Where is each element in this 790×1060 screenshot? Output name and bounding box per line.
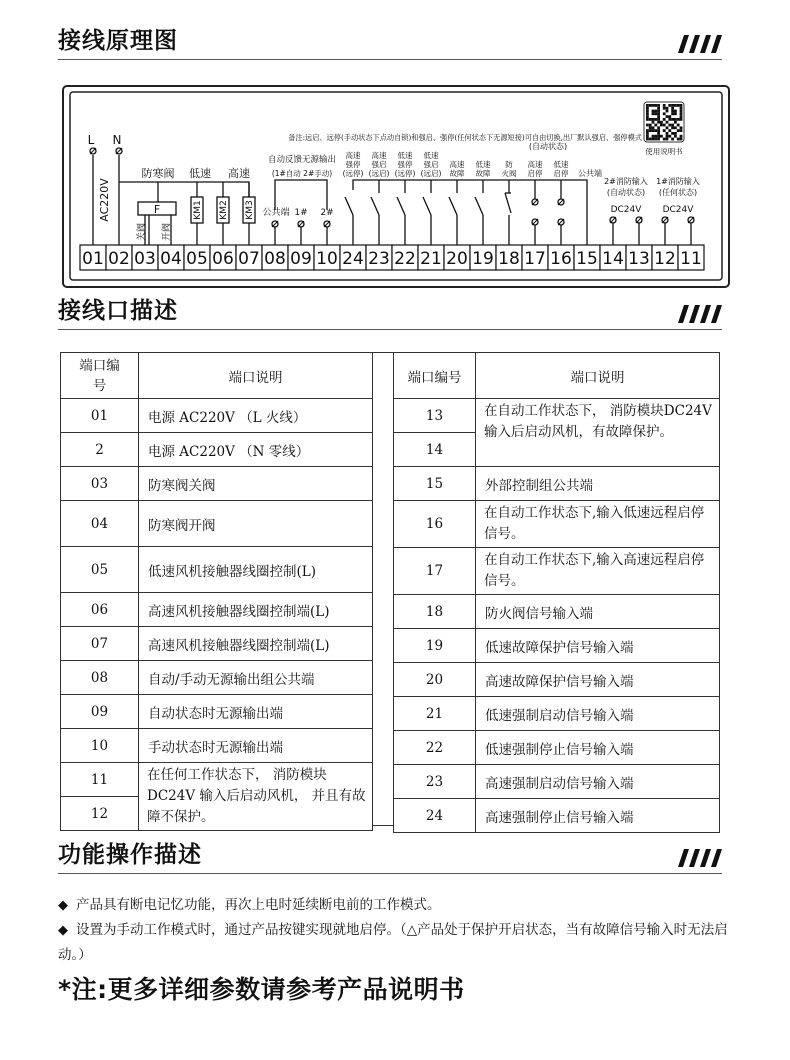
wire-control-bus — [353, 180, 587, 245]
label-auto-low: 低速 — [553, 160, 569, 169]
table-row — [61, 433, 373, 467]
qr-module — [671, 107, 674, 110]
qr-module — [671, 132, 674, 135]
table-row — [394, 399, 720, 433]
screw-terminal-icon — [272, 221, 278, 227]
terminal-number: 10 — [316, 249, 338, 269]
qr-module — [657, 138, 660, 141]
label-feedback-title: 自动反馈无源输出 — [267, 155, 337, 165]
qr-module — [674, 132, 677, 135]
label-switch: 高速 — [345, 151, 361, 160]
qr-module — [671, 104, 674, 107]
port-number: 14 — [394, 433, 476, 467]
table-row — [394, 501, 720, 548]
qr-module — [660, 124, 663, 127]
terminal-number: 06 — [212, 249, 234, 269]
port-number: 05 — [61, 547, 139, 593]
qr-module — [646, 115, 649, 118]
screw-terminal-icon — [662, 217, 668, 223]
label-switch: (远启) — [420, 169, 442, 178]
slashes-icon — [678, 849, 722, 867]
terminal-number: 22 — [394, 249, 416, 269]
qr-module — [677, 129, 680, 132]
qr-module — [677, 124, 680, 127]
port-description: 高速故障保护信号输入端 — [476, 663, 720, 697]
section-header-wiring — [58, 26, 722, 60]
qr-module — [649, 126, 652, 129]
qr-module — [652, 138, 655, 141]
table-row — [394, 548, 720, 595]
label-out1: 1# — [294, 208, 308, 218]
port-description: 电源 AC220V （L 火线） — [139, 399, 373, 433]
screw-terminal-icon — [116, 148, 122, 154]
column-header-port-description: 端口说明 — [139, 353, 373, 399]
terminal-number: 23 — [368, 249, 390, 269]
screw-terminal-icon — [558, 219, 564, 225]
qr-module — [652, 104, 655, 107]
qr-module — [649, 124, 652, 127]
qr-module — [657, 112, 660, 115]
port-description: 高速强制启动信号输入端 — [476, 765, 720, 799]
table-row — [61, 763, 373, 797]
label-valve-f: F — [153, 203, 161, 216]
label-close-valve: 关阀 — [137, 222, 147, 242]
slashes-icon — [678, 305, 722, 323]
port-description: 在自动工作状态下， 消防模块DC24V 输入后启动风机，有故障保护。 — [476, 399, 720, 467]
table-row — [61, 547, 373, 593]
qr-module — [649, 118, 652, 121]
label-contactor: KM2 — [219, 200, 229, 220]
table-row — [61, 729, 373, 763]
screw-terminal-icon — [324, 221, 330, 227]
qr-module — [671, 126, 674, 129]
label-fire1-volt: DC24V — [662, 205, 694, 215]
terminal-number: 08 — [264, 249, 286, 269]
terminal-number: 21 — [420, 249, 442, 269]
qr-module — [663, 129, 666, 132]
qr-module — [677, 104, 680, 107]
port-number: 07 — [61, 627, 139, 661]
screw-terminal-icon — [298, 221, 304, 227]
port-description: 自动/手动无源输出组公共端 — [139, 661, 373, 695]
port-number: 23 — [394, 765, 476, 799]
screw-terminal-icon — [532, 219, 538, 225]
qr-module — [654, 138, 657, 141]
label-contactor: KM3 — [245, 200, 255, 220]
terminal-number: 15 — [576, 249, 598, 269]
label-switch: (远启) — [368, 169, 390, 178]
screw-terminal-icon — [558, 199, 564, 205]
terminal-number: 02 — [108, 249, 130, 269]
switch-contact — [505, 193, 511, 213]
port-description: 在自动工作状态下,输入高速远程启停信号。 — [476, 548, 720, 595]
footnote: *注:更多详细参数请参考产品说明书 — [58, 975, 465, 1004]
qr-module — [680, 115, 683, 118]
qr-module — [649, 129, 652, 132]
section-header-ports — [58, 296, 722, 330]
qr-module — [680, 126, 683, 129]
port-number: 18 — [394, 595, 476, 629]
port-number: 17 — [394, 548, 476, 595]
qr-module — [674, 104, 677, 107]
port-description: 高速风机接触器线圈控制端(L) — [139, 593, 373, 627]
table-row — [61, 593, 373, 627]
port-description: 低速强制停止信号输入端 — [476, 731, 720, 765]
table-row — [394, 731, 720, 765]
port-number: 06 — [61, 593, 139, 627]
qr-module — [668, 118, 671, 121]
port-description: 防火阀信号输入端 — [476, 595, 720, 629]
label-switch: 强启 — [371, 160, 387, 169]
column-header-port-number: 端口编号 — [61, 353, 139, 399]
qr-module — [680, 112, 683, 115]
label-switch: 防 — [505, 160, 513, 169]
label-switch: 强停 — [397, 160, 413, 169]
port-description: 外部控制组公共端 — [476, 467, 720, 501]
qr-module — [668, 129, 671, 132]
port-description: 防寒阀关阀 — [139, 467, 373, 501]
switch-contact — [345, 197, 353, 215]
port-description: 手动状态时无源输出端 — [139, 729, 373, 763]
table-row — [394, 697, 720, 731]
qr-module — [674, 118, 677, 121]
column-header-port-description: 端口说明 — [476, 353, 720, 399]
label-switch: 低速 — [423, 151, 439, 160]
wiring-diagram — [62, 85, 730, 288]
qr-module — [680, 135, 683, 138]
terminal-number: 24 — [342, 249, 364, 269]
port-table-left — [60, 352, 373, 831]
terminal-number: 17 — [524, 249, 546, 269]
port-number: 09 — [61, 695, 139, 729]
label-auto-state: (自动状态) — [528, 142, 568, 151]
qr-module — [674, 121, 677, 124]
qr-module — [652, 118, 655, 121]
screw-terminal-icon — [532, 199, 538, 205]
switch-contact — [423, 197, 431, 215]
terminal-number: 18 — [498, 249, 520, 269]
label-switch: 低速 — [475, 160, 491, 169]
label-n: N — [112, 133, 122, 147]
terminal-number: 20 — [446, 249, 468, 269]
label-low-speed: 低速 — [189, 167, 211, 180]
label-high-speed: 高速 — [228, 167, 250, 180]
qr-module — [657, 104, 660, 107]
qr-module — [657, 135, 660, 138]
qr-module — [671, 112, 674, 115]
table-row — [394, 799, 720, 833]
qr-module — [674, 112, 677, 115]
port-number: 10 — [61, 729, 139, 763]
label-switch: (远停) — [342, 169, 364, 178]
qr-module — [654, 129, 657, 132]
port-number: 21 — [394, 697, 476, 731]
qr-module — [674, 110, 677, 113]
label-ac220v: AC220V — [98, 178, 111, 222]
qr-module — [668, 124, 671, 127]
qr-module — [674, 126, 677, 129]
table-row — [61, 627, 373, 661]
screw-terminal-icon — [610, 217, 616, 223]
terminal-number: 14 — [602, 249, 624, 269]
qr-module — [654, 124, 657, 127]
qr-module — [668, 115, 671, 118]
port-number: 11 — [61, 763, 139, 797]
qr-module — [654, 112, 657, 115]
qr-module — [666, 138, 669, 141]
qr-module — [649, 138, 652, 141]
qr-module — [657, 110, 660, 113]
terminal-number: 12 — [654, 249, 676, 269]
port-description: 高速强制停止信号输入端 — [476, 799, 720, 833]
qr-module — [646, 132, 649, 135]
table-row — [61, 399, 373, 433]
qr-module — [646, 138, 649, 141]
qr-module — [666, 135, 669, 138]
table-row — [394, 595, 720, 629]
port-number: 12 — [61, 797, 139, 831]
port-number: 19 — [394, 629, 476, 663]
screw-terminal-icon — [636, 217, 642, 223]
port-number: 20 — [394, 663, 476, 697]
qr-module — [666, 132, 669, 135]
table-row — [394, 765, 720, 799]
port-number: 24 — [394, 799, 476, 833]
qr-module — [677, 138, 680, 141]
qr-module — [652, 110, 655, 113]
label-auto-common: 公共端 — [578, 169, 602, 178]
column-header-port-number: 端口编号 — [394, 353, 476, 399]
table-row — [394, 629, 720, 663]
qr-module — [654, 118, 657, 121]
label-switch: 故障 — [449, 169, 465, 178]
label-auto-low: 启停 — [553, 169, 569, 178]
table-row — [61, 661, 373, 695]
qr-module — [654, 135, 657, 138]
label-switch: 高速 — [449, 160, 465, 169]
diamond-bullet-icon: ◆ — [58, 898, 68, 913]
wire-feedback — [275, 180, 327, 210]
table-row — [61, 501, 373, 547]
qr-module — [680, 129, 683, 132]
qr-module — [646, 112, 649, 115]
qr-module — [666, 110, 669, 113]
label-feedback-sub: (1#自动 2#手动) — [271, 169, 333, 178]
qr-module — [671, 124, 674, 127]
qr-module — [657, 107, 660, 110]
qr-module — [652, 135, 655, 138]
qr-module — [680, 104, 683, 107]
qr-module — [646, 107, 649, 110]
section-title: 接线原理图 — [58, 28, 178, 54]
port-number: 08 — [61, 661, 139, 695]
port-number: 15 — [394, 467, 476, 501]
terminal-number: 11 — [680, 249, 702, 269]
function-item — [58, 918, 728, 967]
qr-module — [646, 118, 649, 121]
qr-module — [663, 124, 666, 127]
qr-module — [671, 110, 674, 113]
terminal-number: 09 — [290, 249, 312, 269]
terminal-number: 03 — [134, 249, 156, 269]
qr-caption: 使用说明书 — [645, 147, 683, 156]
function-item-text: 设置为手动工作模式时，通过产品按键实现就地启停。（△产品处于保护开启状态，当有故障信号输入时无法启动。） — [58, 922, 728, 963]
table-row — [394, 663, 720, 697]
qr-module — [677, 118, 680, 121]
switch-contact — [475, 197, 483, 215]
port-number: 01 — [61, 399, 139, 433]
qr-code-icon — [644, 102, 684, 142]
port-number: 03 — [61, 467, 139, 501]
wire-bus — [119, 182, 249, 197]
terminal-number: 07 — [238, 249, 260, 269]
port-description: 在自动工作状态下,输入低速远程启停信号。 — [476, 501, 720, 548]
qr-module — [660, 135, 663, 138]
label-switch: 强启 — [423, 160, 439, 169]
port-table-right — [393, 352, 720, 833]
label-switch: 故障 — [475, 169, 491, 178]
port-description: 防寒阀开阀 — [139, 501, 373, 547]
diamond-bullet-icon: ◆ — [58, 923, 68, 938]
label-fire2-title: 2#消防输入 — [604, 177, 648, 186]
label-fire1-sub: (任何状态) — [658, 188, 698, 197]
qr-module — [657, 132, 660, 135]
label-fire2-sub: (自动状态) — [606, 188, 646, 197]
qr-module — [668, 104, 671, 107]
qr-module — [646, 104, 649, 107]
qr-module — [660, 121, 663, 124]
terminal-number: 05 — [186, 249, 208, 269]
qr-module — [663, 112, 666, 115]
qr-module — [657, 118, 660, 121]
function-item-text: 产品具有断电记忆功能，再次上电时延续断电前的工作模式。 — [76, 897, 441, 913]
screw-terminal-icon — [90, 148, 96, 154]
port-number: 2 — [61, 433, 139, 467]
terminal-number: 04 — [160, 249, 182, 269]
qr-module — [674, 135, 677, 138]
slashes-icon — [678, 35, 722, 53]
terminal-number: 19 — [472, 249, 494, 269]
label-auto-high: 高速 — [527, 160, 543, 169]
label-switch: 强停 — [345, 160, 361, 169]
qr-module — [652, 121, 655, 124]
qr-module — [646, 135, 649, 138]
qr-module — [663, 104, 666, 107]
label-contactor: KM1 — [193, 200, 203, 220]
switch-contact — [449, 197, 457, 215]
terminal-number: 13 — [628, 249, 650, 269]
label-open-valve: 开阀 — [162, 222, 172, 242]
label-switch: 火阀 — [501, 169, 517, 178]
port-description: 电源 AC220V （N 零线） — [139, 433, 373, 467]
qr-module — [654, 110, 657, 113]
qr-module — [680, 110, 683, 113]
section-title: 功能操作描述 — [58, 842, 202, 868]
qr-module — [666, 115, 669, 118]
qr-module — [680, 138, 683, 141]
table-divider — [373, 352, 393, 826]
label-switch: (远停) — [394, 169, 416, 178]
port-description: 低速风机接触器线圈控制(L) — [139, 547, 373, 593]
port-description: 低速强制启动信号输入端 — [476, 697, 720, 731]
label-fire2-volt: DC24V — [610, 205, 642, 215]
table-row — [394, 467, 720, 501]
port-description: 自动状态时无源输出端 — [139, 695, 373, 729]
terminal-number: 16 — [550, 249, 572, 269]
switch-contact — [371, 197, 379, 215]
label-valve-group: 防寒阀 — [141, 167, 175, 180]
qr-module — [680, 118, 683, 121]
qr-module — [654, 104, 657, 107]
port-description: 在任何工作状态下， 消防模块DC24V 输入后启动风机， 并且有故障不保护。 — [139, 763, 373, 831]
qr-module — [646, 129, 649, 132]
port-number: 22 — [394, 731, 476, 765]
port-number: 16 — [394, 501, 476, 548]
screw-terminal-icon — [688, 217, 694, 223]
switch-contact — [397, 197, 405, 215]
qr-module — [671, 138, 674, 141]
qr-module — [646, 124, 649, 127]
section-header-functions — [58, 840, 722, 874]
qr-module — [663, 138, 666, 141]
qr-module — [657, 126, 660, 129]
label-fire1-title: 1#消防输入 — [656, 177, 700, 186]
qr-module — [663, 118, 666, 121]
label-l: L — [87, 133, 95, 147]
qr-module — [652, 112, 655, 115]
qr-module — [671, 118, 674, 121]
label-out2: 2# — [320, 208, 334, 218]
function-list — [58, 893, 728, 967]
label-common: 公共端 — [262, 208, 290, 218]
qr-module — [652, 129, 655, 132]
port-description: 低速故障保护信号输入端 — [476, 629, 720, 663]
function-item — [58, 893, 728, 918]
label-auto-high: 启停 — [527, 169, 543, 178]
label-switch: 低速 — [397, 151, 413, 160]
qr-module — [680, 107, 683, 110]
diagram-note: 备注:远启、远停(手动状态下点动自锁)和强启、强停(任何状态下无源短接)可自由切换,出厂默认强启、强停模式 — [288, 133, 642, 142]
table-row — [61, 695, 373, 729]
port-number: 04 — [61, 501, 139, 547]
terminal-number: 01 — [82, 249, 104, 269]
port-description: 高速风机接触器线圈控制端(L) — [139, 627, 373, 661]
table-row — [61, 467, 373, 501]
label-switch: 高速 — [371, 151, 387, 160]
qr-module — [657, 129, 660, 132]
qr-module — [652, 126, 655, 129]
port-number: 13 — [394, 399, 476, 433]
section-title: 接线口描述 — [58, 298, 178, 324]
qr-module — [668, 135, 671, 138]
qr-module — [646, 110, 649, 113]
qr-module — [657, 115, 660, 118]
qr-module — [666, 126, 669, 129]
qr-module — [666, 107, 669, 110]
qr-module — [663, 107, 666, 110]
qr-module — [657, 121, 660, 124]
qr-module — [666, 121, 669, 124]
qr-module — [649, 104, 652, 107]
